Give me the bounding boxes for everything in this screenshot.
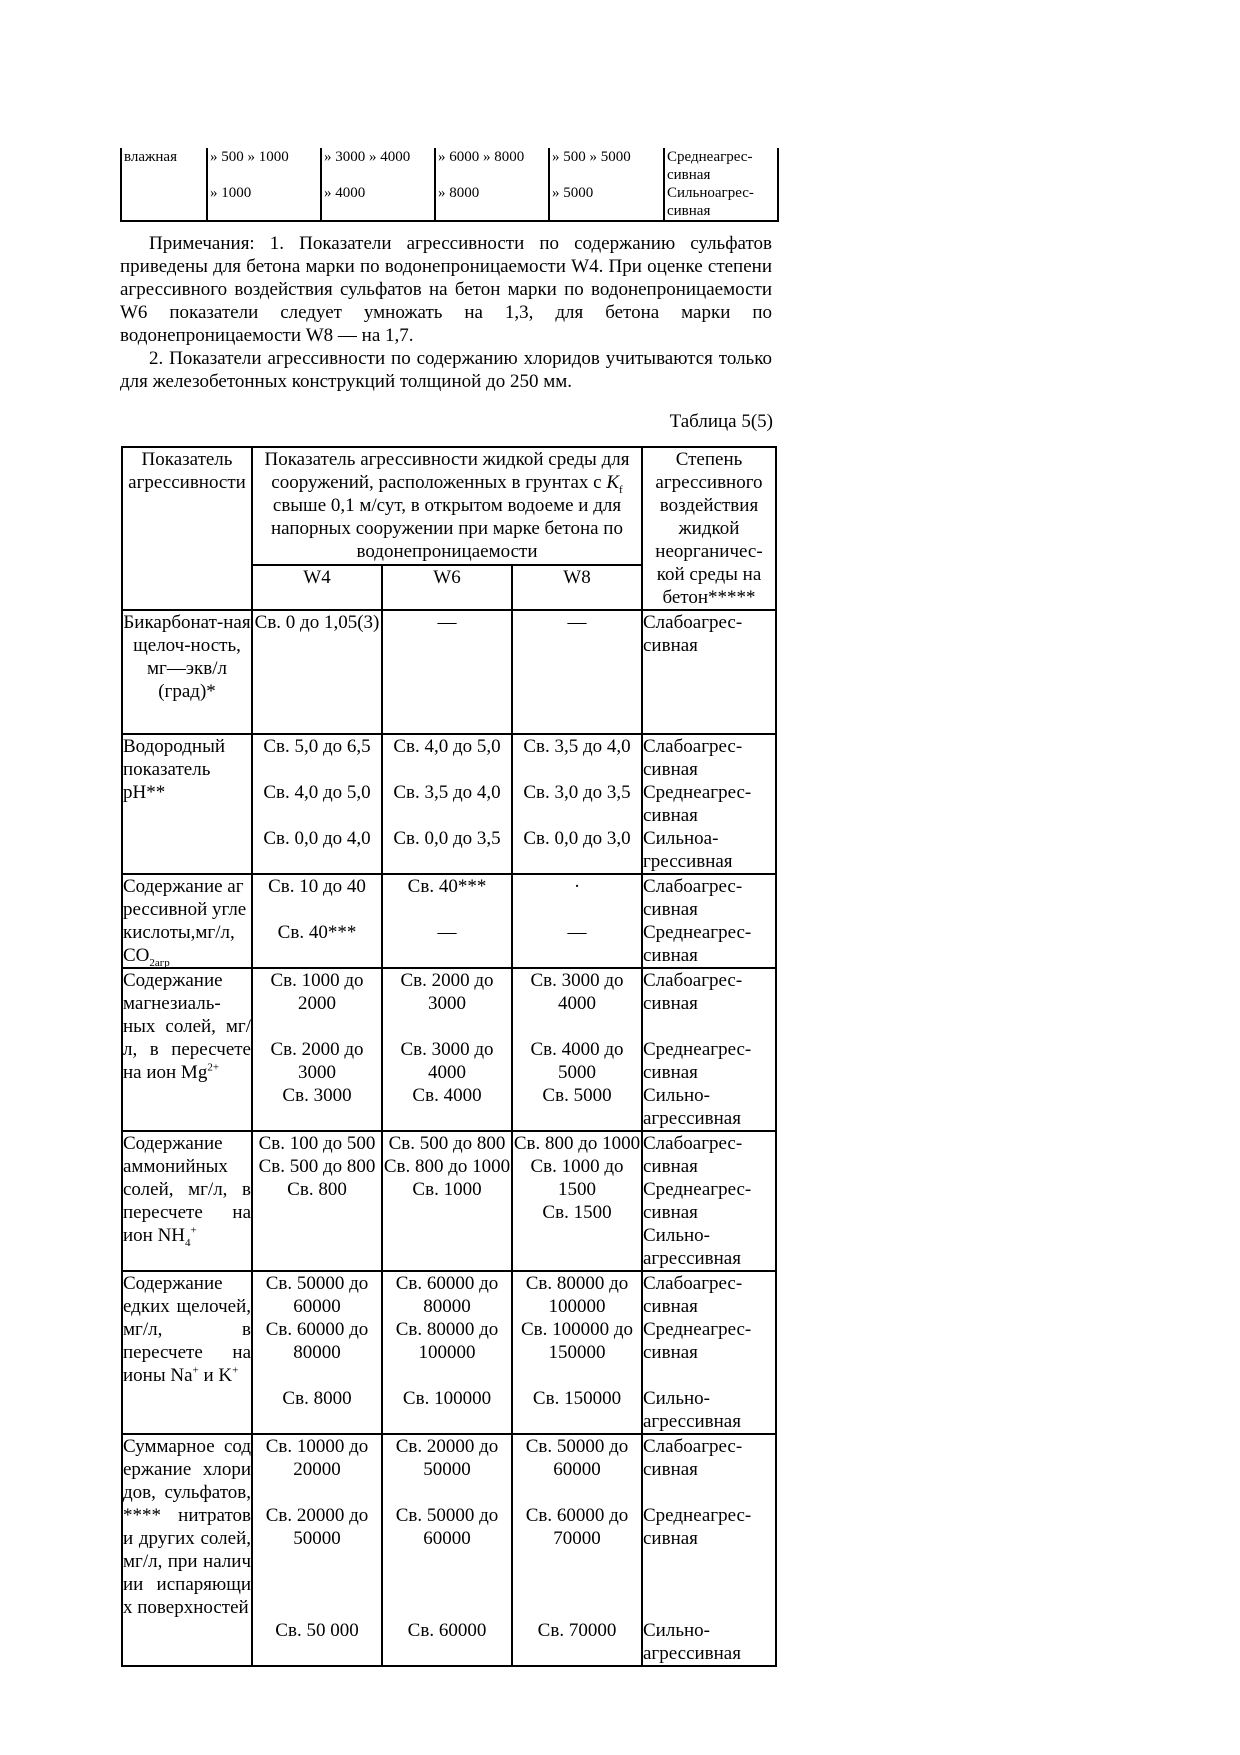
degree-text: Сильно-агрессивная bbox=[643, 1620, 741, 1664]
value-cell bbox=[252, 1271, 382, 1434]
value-text: Св. 1000 bbox=[412, 1179, 482, 1200]
value-text: Св. 3000 до 4000 bbox=[400, 1039, 494, 1083]
table-cell: » 3000 » 4000 bbox=[321, 148, 435, 184]
value-text: Св. 20000 до 50000 bbox=[265, 1505, 369, 1549]
indicator-text: Содержание едких щелочей, мг/л, в пересчете на ионы Na bbox=[123, 1273, 251, 1386]
value-text: Св. 5,0 до 6,5 bbox=[263, 736, 371, 757]
degree-text: Слабоагрес-сивная bbox=[643, 876, 743, 920]
value-text: Св. 4,0 до 5,0 bbox=[263, 782, 371, 803]
table-cell: » 6000 » 8000 bbox=[435, 148, 549, 184]
value-cell bbox=[382, 1434, 512, 1666]
header-degree: Степень агрессивного воздействия жидкой неорганичес-кой среды на бетон***** bbox=[642, 447, 776, 610]
value-text: Св. 10000 до 20000 bbox=[265, 1436, 369, 1480]
value-text: Св. 1000 до 1500 bbox=[530, 1156, 624, 1200]
value-cell bbox=[512, 1271, 642, 1434]
value-text: Св. 0,0 до 4,0 bbox=[263, 828, 371, 849]
degree-text: Слабоагрес-сивная bbox=[643, 1273, 743, 1317]
table-cell: » 5000 bbox=[549, 184, 664, 221]
degree-text: Среднеагрес-сивная bbox=[643, 1319, 752, 1363]
value-cell bbox=[382, 874, 512, 968]
indicator-text: Содержание магнезиаль-ных солей, мг/л, в пересчете на ион Mg bbox=[123, 970, 251, 1083]
degree-cell bbox=[642, 1131, 776, 1271]
previous-table-fragment bbox=[120, 148, 779, 222]
value-cell bbox=[382, 968, 512, 1131]
header-w6: W6 bbox=[382, 565, 512, 610]
value-text: Св. 3,5 до 4,0 bbox=[393, 782, 501, 803]
note-2: 2. Показатели агрессивности по содержанию хлоридов учитываются только для железобетонных конструкций толщиной до 250 мм. bbox=[120, 348, 772, 392]
value-text: Св. 0,0 до 3,0 bbox=[523, 828, 631, 849]
indicator-cell: Бикарбонат-ная щелоч-ность, мг—экв/л (град)* bbox=[122, 610, 252, 734]
degree-text: Сильно-агрессивная bbox=[643, 1225, 741, 1269]
value-text: Св. 800 bbox=[287, 1179, 347, 1200]
value-cell: — bbox=[382, 610, 512, 734]
value-text: Св. 100000 до 150000 bbox=[520, 1319, 634, 1363]
indicator-cell: Суммарное содержание хлоридов, сульфатов,**** нитратов и других солей, мг/л, при наличии испаряющих поверхностей bbox=[122, 1434, 252, 1666]
indicator-sup: + bbox=[190, 1224, 197, 1237]
value-text: Св. 8000 bbox=[282, 1388, 352, 1409]
value-text: Св. 2000 до 3000 bbox=[400, 970, 494, 1014]
value-text: Св. 50 000 bbox=[275, 1620, 359, 1641]
degree-text: Сильно-агрессивная bbox=[643, 1085, 741, 1129]
indicator-sup: + bbox=[232, 1364, 239, 1377]
header-w8: W8 bbox=[512, 565, 642, 610]
degree-text: Среднеагрес-сивная bbox=[643, 1179, 752, 1223]
value-text: — bbox=[567, 922, 587, 943]
value-text: Св. 100000 bbox=[402, 1388, 492, 1409]
header-indicator: Показатель агрессивности bbox=[122, 447, 252, 610]
degree-cell bbox=[642, 734, 776, 874]
header-k-sub: f bbox=[619, 483, 623, 496]
table-row bbox=[122, 874, 776, 968]
degree-text: Сильноагрес- bbox=[667, 185, 754, 201]
value-text: Св. 0,0 до 3,5 bbox=[393, 828, 501, 849]
indicator-cell bbox=[122, 968, 252, 1131]
table-cell bbox=[664, 148, 778, 184]
value-text: Св. 50000 до 60000 bbox=[265, 1273, 369, 1317]
value-text: Св. 60000 до 80000 bbox=[395, 1273, 499, 1317]
value-cell bbox=[252, 734, 382, 874]
indicator-cell bbox=[122, 1131, 252, 1271]
value-cell bbox=[382, 1271, 512, 1434]
value-text: · bbox=[573, 876, 581, 897]
indicator-text: и K bbox=[198, 1365, 233, 1386]
value-text: Св. 2000 до 3000 bbox=[270, 1039, 364, 1083]
degree-text: Слабоагрес-сивная bbox=[643, 1133, 743, 1177]
value-cell bbox=[512, 874, 642, 968]
value-text: Св. 1000 до 2000 bbox=[270, 970, 364, 1014]
value-text: Св. 10 до 40 bbox=[268, 876, 366, 897]
value-cell bbox=[382, 1131, 512, 1271]
table-row bbox=[122, 610, 776, 734]
value-cell bbox=[252, 874, 382, 968]
indicator-cell: Водородный показатель pH** bbox=[122, 734, 252, 874]
degree-cell bbox=[642, 874, 776, 968]
value-cell bbox=[512, 1131, 642, 1271]
degree-text: Среднеагрес-сивная bbox=[643, 922, 752, 966]
table-row bbox=[122, 1434, 776, 1666]
indicator-text: Содержание аммонийных солей, мг/л, в пересчете на ион NH bbox=[123, 1133, 251, 1246]
table-cell: влажная bbox=[121, 148, 207, 184]
value-text: Св. 3,5 до 4,0 bbox=[523, 736, 631, 757]
value-text: Св. 4000 bbox=[412, 1085, 482, 1106]
value-text: Св. 20000 до 50000 bbox=[395, 1436, 499, 1480]
degree-cell: Слабоагрес-сивная bbox=[642, 610, 776, 734]
value-text: Св. 40*** bbox=[407, 876, 487, 897]
degree-text: Среднеагрес- bbox=[667, 149, 753, 165]
indicator-text: Содержание агрессивной углекислоты,мг/л, CO bbox=[123, 876, 247, 966]
aggressiveness-table bbox=[121, 446, 777, 1667]
value-cell bbox=[252, 968, 382, 1131]
indicator-sup: 2+ bbox=[207, 1061, 220, 1074]
header-w4: W4 bbox=[252, 565, 382, 610]
degree-text: сивная bbox=[667, 203, 711, 219]
value-text: Св. 4000 до 5000 bbox=[530, 1039, 624, 1083]
degree-text: Слабоагрес-сивная bbox=[643, 736, 743, 780]
value-cell bbox=[252, 1131, 382, 1271]
header-k-symbol: K bbox=[606, 472, 620, 493]
value-text: Св. 100 до 500 bbox=[258, 1133, 376, 1154]
header-text: Показатель агрессивности жидкой среды для сооружений, расположенных в грунтах с bbox=[264, 449, 630, 493]
value-text: Св. 500 до 800 bbox=[258, 1156, 376, 1177]
value-cell bbox=[382, 734, 512, 874]
value-text: Св. 70000 bbox=[537, 1620, 617, 1641]
degree-text: Слабоагрес-сивная bbox=[643, 1436, 743, 1480]
notes-block bbox=[120, 232, 772, 393]
degree-text: сивная bbox=[667, 167, 711, 183]
table-row bbox=[121, 184, 778, 221]
table-cell bbox=[121, 184, 207, 221]
value-text: Св. 60000 до 70000 bbox=[525, 1505, 629, 1549]
value-text: Св. 500 до 800 bbox=[388, 1133, 506, 1154]
value-text: Св. 800 до 1000 bbox=[383, 1156, 511, 1177]
table-cell: » 4000 bbox=[321, 184, 435, 221]
value-text: Св. 80000 до 100000 bbox=[525, 1273, 629, 1317]
indicator-cell bbox=[122, 874, 252, 968]
table-row bbox=[122, 968, 776, 1131]
table-cell: » 1000 bbox=[207, 184, 321, 221]
value-text: Св. 50000 до 60000 bbox=[525, 1436, 629, 1480]
header-row bbox=[122, 447, 776, 565]
table-row bbox=[122, 734, 776, 874]
value-cell bbox=[512, 968, 642, 1131]
value-text: Св. 50000 до 60000 bbox=[395, 1505, 499, 1549]
value-text: Св. 60000 bbox=[407, 1620, 487, 1641]
value-cell bbox=[252, 1434, 382, 1666]
value-text: Св. 1500 bbox=[542, 1202, 612, 1223]
degree-text: Сильно-агрессивная bbox=[643, 1388, 741, 1432]
degree-text: Среднеагрес-сивная bbox=[643, 782, 752, 826]
degree-text: Среднеагрес-сивная bbox=[643, 1505, 752, 1549]
value-text: Св. 3000 bbox=[282, 1085, 352, 1106]
value-cell bbox=[512, 1434, 642, 1666]
value-text: Св. 3,0 до 3,5 bbox=[523, 782, 631, 803]
table-row bbox=[121, 148, 778, 184]
indicator-sub: 2агр bbox=[149, 956, 170, 969]
value-text: Св. 40*** bbox=[277, 922, 357, 943]
table-cell: » 8000 bbox=[435, 184, 549, 221]
degree-text: Среднеагрес-сивная bbox=[643, 1039, 752, 1083]
table-cell bbox=[664, 184, 778, 221]
value-text: Св. 3000 до 4000 bbox=[530, 970, 624, 1014]
indicator-sup: + bbox=[192, 1364, 199, 1377]
value-text: Св. 60000 до 80000 bbox=[265, 1319, 369, 1363]
value-text: Св. 80000 до 100000 bbox=[395, 1319, 499, 1363]
table-cell: » 500 » 1000 bbox=[207, 148, 321, 184]
value-cell bbox=[512, 734, 642, 874]
header-liquid-medium bbox=[252, 447, 642, 565]
value-cell: — bbox=[512, 610, 642, 734]
note-1: Примечания: 1. Показатели агрессивности по содержанию сульфатов приведены для бетона марки по водонепроницаемости W4. При оценке степени агрессивного воздействия сульфатов на бетон марки по водонепроницаемости W6 показатели следует умножать на 1,3, для бетона марки по водонепроницаемости W8 — на 1,7. bbox=[120, 233, 772, 346]
value-text: Св. 800 до 1000 bbox=[513, 1133, 641, 1154]
indicator-sub: 4 bbox=[185, 1236, 191, 1249]
indicator-cell bbox=[122, 1271, 252, 1434]
table-cell: » 500 » 5000 bbox=[549, 148, 664, 184]
value-text: Св. 4,0 до 5,0 bbox=[393, 736, 501, 757]
degree-cell bbox=[642, 968, 776, 1131]
table-row bbox=[122, 1271, 776, 1434]
header-text: свыше 0,1 м/сут, в открытом водоеме и для напорных сооружении при марке бетона по водонепроницаемости bbox=[271, 495, 623, 562]
table-title: Таблица 5(5) bbox=[669, 411, 773, 432]
value-cell: Св. 0 до 1,05(3) bbox=[252, 610, 382, 734]
degree-cell bbox=[642, 1271, 776, 1434]
degree-text: Сильноа-грессивная bbox=[643, 828, 733, 872]
value-text: Св. 150000 bbox=[532, 1388, 622, 1409]
degree-cell bbox=[642, 1434, 776, 1666]
table-row bbox=[122, 1131, 776, 1271]
value-text: — bbox=[437, 922, 457, 943]
value-text: Св. 5000 bbox=[542, 1085, 612, 1106]
degree-text: Слабоагрес-сивная bbox=[643, 970, 743, 1014]
